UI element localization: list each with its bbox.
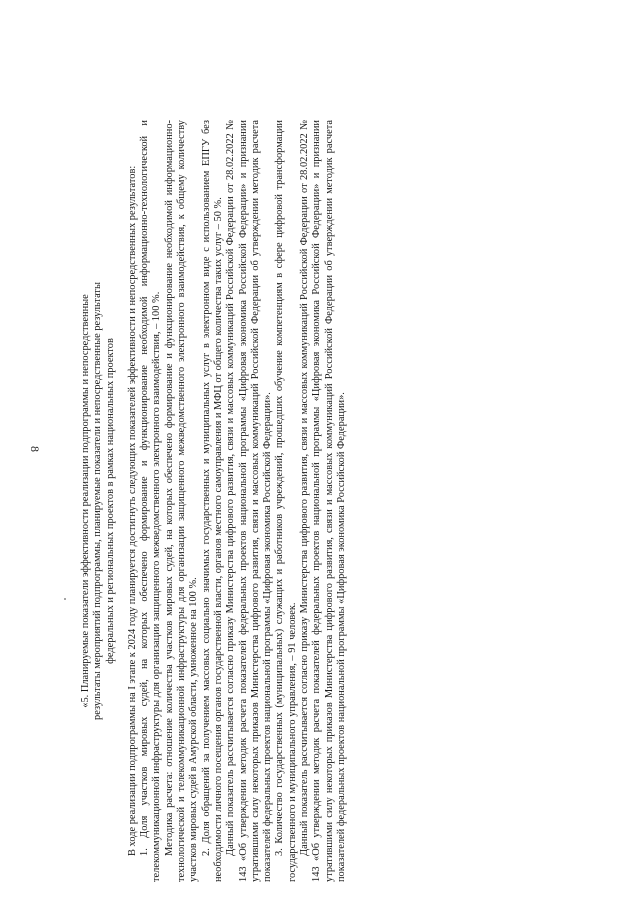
page-number: 8 (28, 446, 42, 452)
indicator-2-method-paragraph: Данный показатель рассчитывается согласно приказу Министерства цифрового развития, связи и массовых коммуникаций Российской Федерации от 28.02.2022 № 143 «Об утверждении методик расчета показателей федеральных проектов национальной программы «Цифровая экономика Российской Федерации» и признании утратившими силу некоторых приказов Министерства цифрового развития, связи и массовых коммуникаций Российской Федерации об утверждении методик расчета показателей федеральных проектов национальной программы «Цифровая экономика Российской Федерации». (225, 120, 274, 882)
scan-speck (64, 598, 66, 600)
intro-paragraph: В ходе реализации подпрограммы на I этапе к 2024 году планируется достигнуть следующих показателей эффективности и непосредственных результатов: (126, 165, 138, 856)
indicator-1-paragraph: 1. Доля участков мировых судей, на которых обеспечено формирование и функционирование необходимой информационно-технологической и телекоммуникационной инфраструктуры для организации защищенного межведомственного электронного взаимодействия, – 100 %. (139, 120, 163, 882)
page-body (80, 120, 574, 882)
heading-line: федеральных и региональных проектов в рамках национальных проектов (104, 338, 116, 664)
heading-line: результаты мероприятий подпрограммы, планируемые показатели и непосредственные результаты (92, 282, 104, 720)
indicator-3-method-paragraph: Данный показатель рассчитывается согласно приказу Министерства цифрового развития, связи и массовых коммуникаций Российской Федерации от 28.02.2022 № 143 «Об утверждении методик расчета показателей федеральных проектов национальной программы «Цифровая экономика Российской Федерации» и признании утратившими силу некоторых приказов Министерства цифрового развития, связи и массовых коммуникаций Российской Федерации об утверждении методик расчета показателей федеральных проектов национальной программы «Цифровая экономика Российской Федерации». (299, 120, 347, 882)
indicator-1-method-paragraph: Методика расчета: отношение количества участков мировых судей, на которых обеспечено формирование и функционирование необходимой информационно-технологической и телекоммуникационной инфраструктуры для организации защищенного межведомственного электронного взаимодействия, к общему количеству участков мировых судей в Амурской области, умноженное на 100 %. (163, 120, 200, 882)
indicator-2-paragraph: 2. Доля обращений за получением массовых социально значимых государственных и муниципальных услуг в электронном виде с использованием ЕПГУ без необходимости личного посещения органов государственной власти, органов местного самоуправления и МФЦ от общего количества таких услуг – 50 %. (200, 120, 224, 882)
indicator-3-paragraph: 3. Количество государственных (муниципальных) служащих и работников учреждений, прошедших обучение компетенциям в сфере цифровой трансформации государственного и муниципального управления, – 91 человек. (274, 120, 298, 882)
heading-line: «5. Планируемые показатели эффективности реализации подпрограммы и непосредственные (80, 294, 91, 708)
section-heading (80, 120, 117, 882)
